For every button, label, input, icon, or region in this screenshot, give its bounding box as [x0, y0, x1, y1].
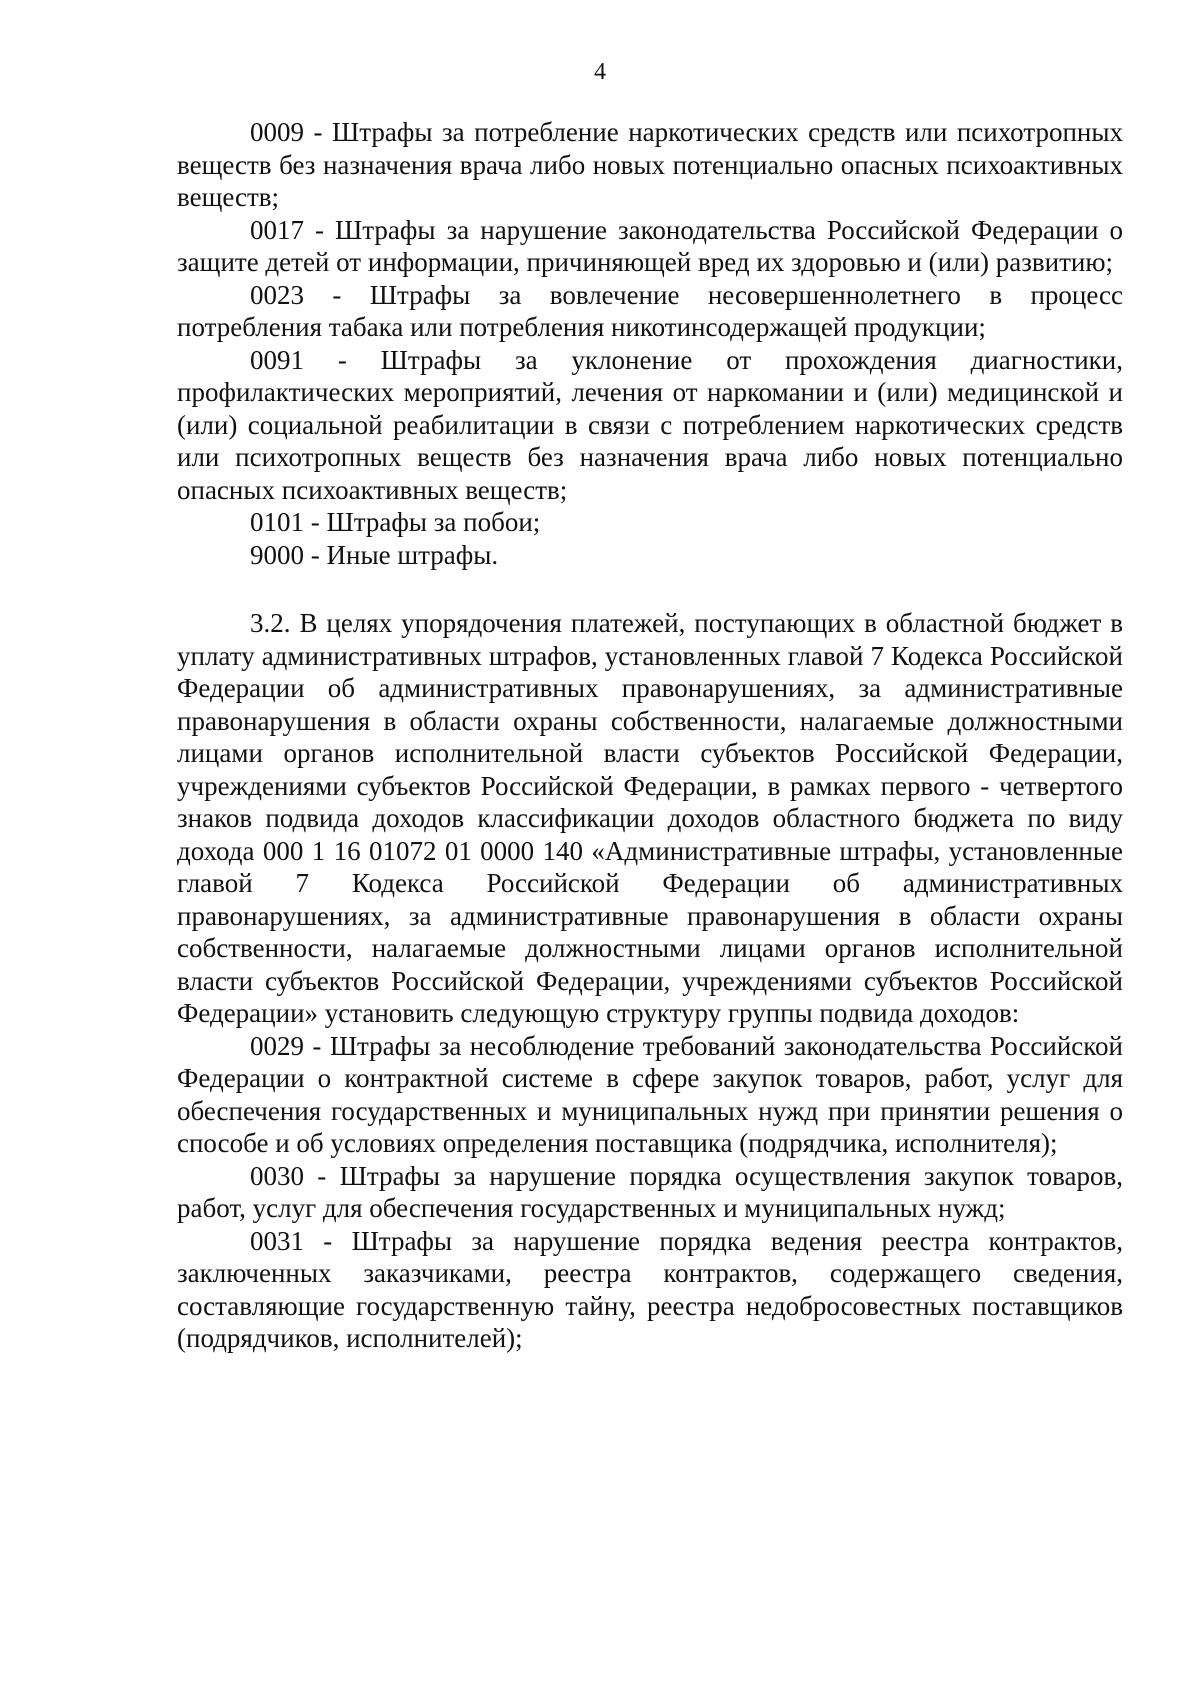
paragraph-code-9000: 9000 - Иные штрафы. — [250, 539, 499, 570]
paragraph-code-0017: 0017 - Штрафы за нарушение законодательства Российской Федерации о защите детей от информации, причиняющей вред их здоровью и (или) развитию; — [177, 214, 1123, 277]
paragraph-code-0031: 0031 - Штрафы за нарушение порядка ведения реестра контрактов, заключенных заказчиками, реестра контрактов, содержащего сведения, составляющие государственную тайну, реестра недобросовестных поставщиков (подрядчиков, исполнителей); — [177, 1225, 1123, 1353]
paragraph-code-0030: 0030 - Штрафы за нарушение порядка осуществления закупок товаров, работ, услуг для обеспечения государственных и муниципальных нужд; — [177, 1160, 1123, 1223]
page-number: 4 — [594, 59, 606, 85]
paragraph-code-0101: 0101 - Штрафы за побои; — [250, 507, 541, 537]
paragraph-code-0009: 0009 - Штрафы за потребление наркотических средств или психотропных веществ без назначения врача либо новых потенциально опасных психоактивных веществ; — [177, 117, 1123, 212]
paragraph-section-3-2: 3.2. В целях упорядочения платежей, поступающих в областной бюджет в уплату административных штрафов, установленных главой 7 Кодекса Российской Федерации об административных правонарушениях, за административные правонарушения в области охраны собственности, налагаемые должностными лицами органов исполнительной власти субъектов Российской Федерации, учреждениями субъектов Российской Федерации, в рамках первого - четвертого знаков подвида доходов классификации доходов областного бюджета по виду дохода 000 1 16 01072 01 0000 140 «Административные штрафы, установленные главой 7 Кодекса Российской Федерации об административных правонарушениях, за административные правонарушения в области охраны собственности, налагаемые должностными лицами органов исполнительной власти субъектов Российской Федерации, учреждениями субъектов Российской Федерации» установить следующую структуру группы подвида доходов: — [177, 608, 1123, 1028]
section-spacer — [177, 571, 1123, 607]
paragraph-code-0091: 0091 - Штрафы за уклонение от прохождения диагностики, профилактических мероприятий, лечения от наркомании и (или) медицинской и (или) социальной реабилитации в связи с потреблением наркотических средств или психотропных веществ без назначения врача либо новых потенциально опасных психоактивных веществ; — [177, 344, 1123, 505]
document-body — [177, 116, 1123, 1355]
paragraph-code-0023: 0023 - Штрафы за вовлечение несовершеннолетнего в процесс потребления табака или потребления никотинсодержащей продукции; — [177, 279, 1123, 342]
paragraph-code-0029: 0029 - Штрафы за несоблюдение требований законодательства Российской Федерации о контрактной системе в сфере закупок товаров, работ, услуг для обеспечения государственных и муниципальных нужд при принятии решения о способе и об условиях определения поставщика (подрядчика, исполнителя); — [177, 1030, 1123, 1158]
